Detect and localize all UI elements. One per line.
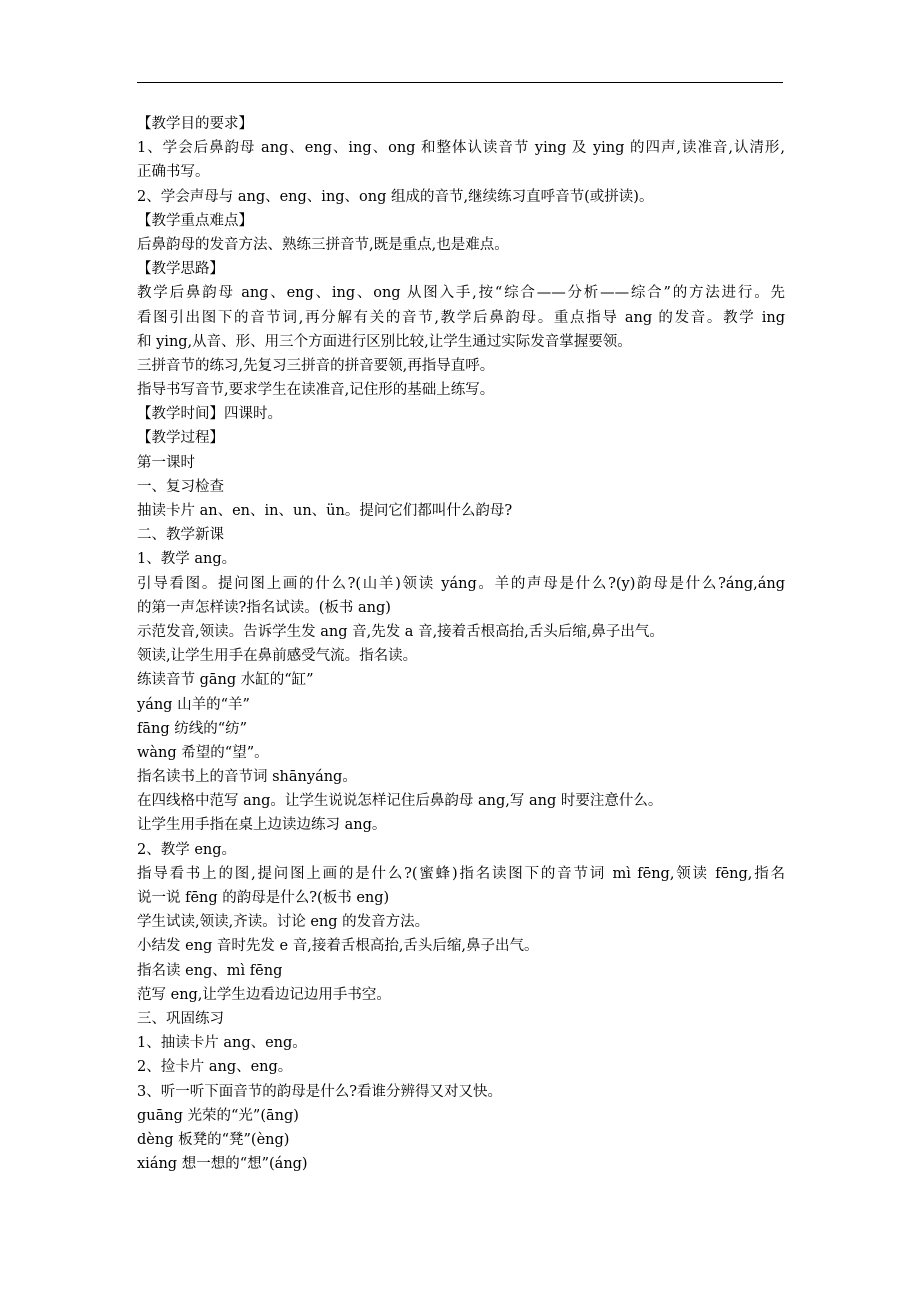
text-line: 【教学时间】四课时。	[137, 406, 282, 423]
text-line: 正确书写。	[137, 164, 210, 181]
text-line: 2、学会声母与 ang、eng、ing、ong 组成的音节,继续练习直呼音节(或拼读)。	[137, 188, 654, 205]
text-line: 在四线格中范写 ang。让学生说说怎样记住后鼻韵母 ang,写 ang 时要注意什么。	[137, 793, 663, 810]
header-rule	[137, 82, 783, 83]
text-line: 看图引出图下的音节词,再分解有关的音节,教学后鼻韵母。重点指导 ang 的发音。教学 ing	[137, 309, 785, 326]
text-line: 领读,让学生用手在鼻前感受气流。指名读。	[137, 648, 418, 665]
text-line: 示范发音,领读。告诉学生发 ang 音,先发 a 音,接着舌根高抬,舌头后缩,鼻子出气。	[137, 623, 664, 640]
text-line: dèng 板凳的“凳”(èng)	[137, 1131, 290, 1148]
text-line: 【教学重点难点】	[137, 212, 253, 229]
text-line: xiáng 想一想的“想”(áng)	[137, 1156, 308, 1173]
text-line: 【教学思路】	[137, 261, 224, 278]
text-line: 后鼻韵母的发音方法、熟练三拼音节,既是重点,也是难点。	[137, 236, 509, 253]
text-line: 学生试读,领读,齐读。讨论 eng 的发音方法。	[137, 914, 430, 931]
text-line: 范写 eng,让学生边看边记边用手书空。	[137, 986, 391, 1003]
text-line: 2、教学 eng。	[137, 841, 237, 858]
text-line: 1、学会后鼻韵母 ang、eng、ing、ong 和整体认读音节 ying 及 ying 的四声,读准音,认清形,	[137, 140, 785, 157]
document-body	[137, 112, 785, 1176]
text-line: wàng 希望的“望”。	[137, 744, 269, 761]
text-line: 二、教学新课	[137, 527, 224, 544]
text-line: 和 ying,从音、形、用三个方面进行区别比较,让学生通过实际发音掌握要领。	[137, 333, 632, 350]
text-line: 指导看书上的图,提问图上画的是什么?(蜜蜂)指名读图下的音节词 mì fēng,领读 fēng,指名	[137, 865, 785, 882]
text-line: 练读音节 gāng 水缸的“缸”	[137, 672, 314, 689]
text-line: 指名读书上的音节词 shānyáng。	[137, 769, 357, 786]
text-line: 【教学过程】	[137, 430, 224, 447]
text-line: 的第一声怎样读?指名试读。(板书 ang)	[137, 599, 391, 616]
text-line: 指导书写音节,要求学生在读准音,记住形的基础上练写。	[137, 382, 495, 399]
text-line: 小结发 eng 音时先发 e 音,接着舌根高抬,舌头后缩,鼻子出气。	[137, 938, 539, 955]
text-line: 1、抽读卡片 ang、eng。	[137, 1035, 307, 1052]
text-line: 【教学目的要求】	[137, 116, 253, 132]
text-line: 三、巩固练习	[137, 1010, 224, 1027]
text-line: 指名读 eng、mì fēng	[137, 962, 283, 979]
text-line: 教学后鼻韵母 ang、eng、ing、ong 从图入手,按“综合——分析——综合”的方法进行。先	[137, 285, 785, 302]
text-line: 一、复习检查	[137, 478, 224, 495]
text-line: guāng 光荣的“光”(āng)	[137, 1107, 299, 1124]
text-line: 2、捡卡片 ang、eng。	[137, 1059, 293, 1076]
text-line: 第一课时	[137, 454, 195, 471]
text-line: 说一说 fēng 的韵母是什么?(板书 eng)	[137, 890, 390, 906]
text-line: yáng 山羊的“羊”	[137, 696, 250, 713]
text-line: 引导看图。提问图上画的什么?(山羊)领读 yáng。羊的声母是什么?(y)韵母是什么?áng,áng	[137, 575, 785, 592]
text-line: 3、听一听下面音节的韵母是什么?看谁分辨得又对又快。	[137, 1083, 502, 1100]
text-line: 1、教学 ang。	[137, 551, 237, 568]
text-line: fāng 纺线的“纺”	[137, 720, 248, 737]
text-line: 抽读卡片 an、en、in、un、ün。提问它们都叫什么韵母?	[137, 503, 513, 519]
text-line: 让学生用手指在桌上边读边练习 ang。	[137, 817, 387, 834]
text-line: 三拼音节的练习,先复习三拼音的拼音要领,再指导直呼。	[137, 357, 495, 374]
